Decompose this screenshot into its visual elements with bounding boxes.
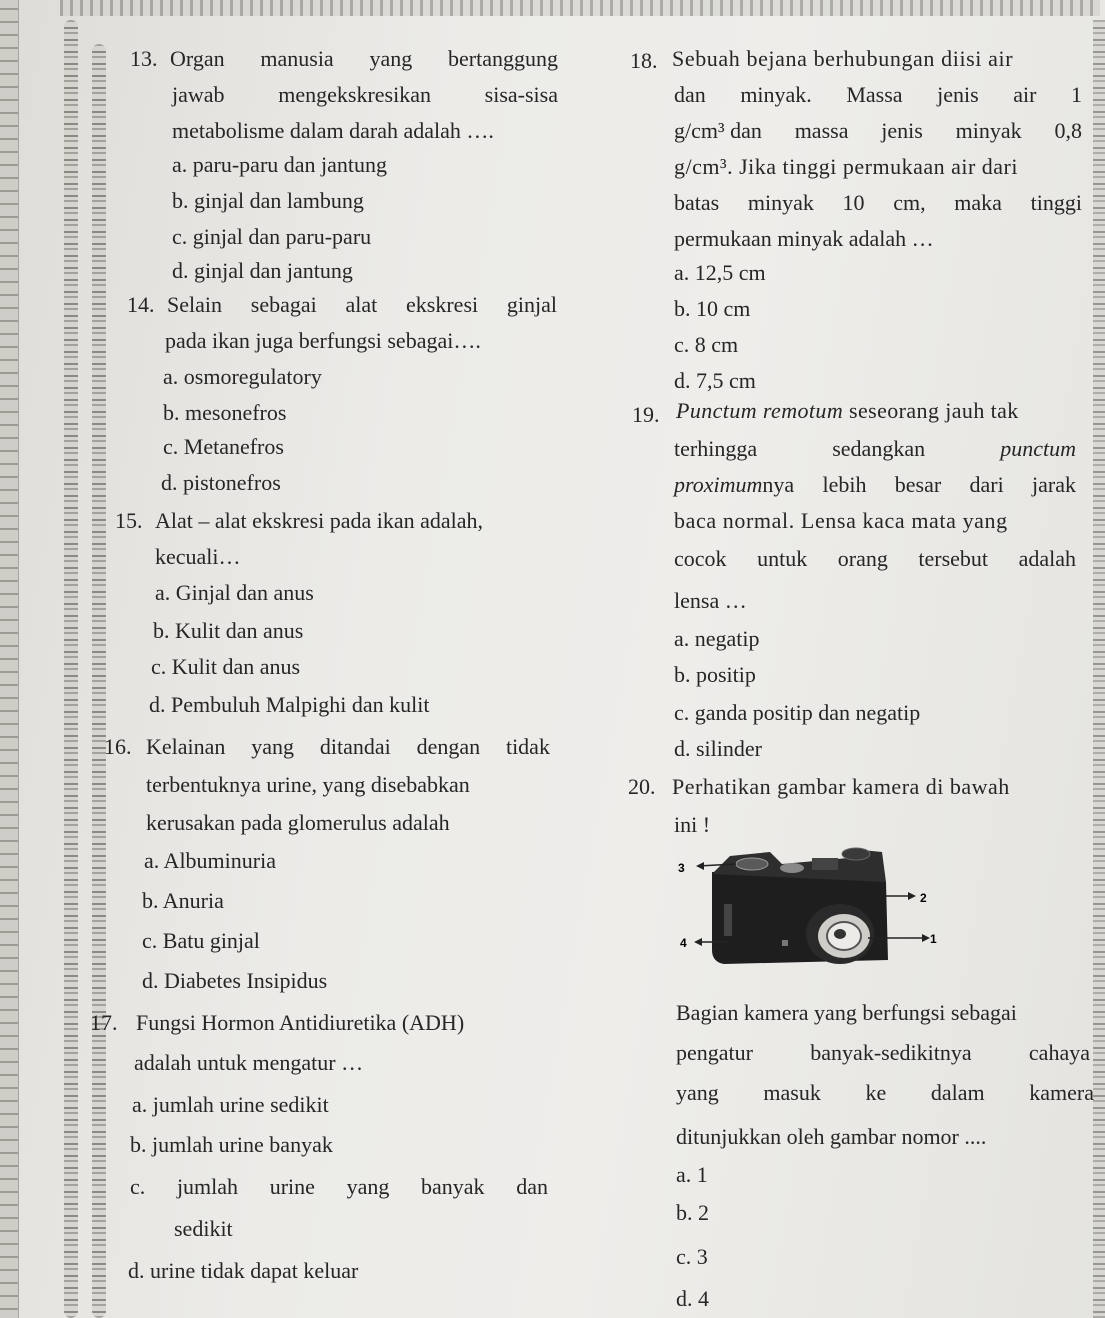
stem-word: orang xyxy=(837,546,888,571)
answer-option-b[interactable]: b. Kulit dan anus xyxy=(153,618,304,643)
question-number: 14. xyxy=(127,292,155,317)
answer-option-d[interactable]: d. Diabetes Insipidus xyxy=(142,968,328,993)
question-stem-line: terbentuknya urine, yang disebabkan xyxy=(146,772,470,797)
question-stem-line xyxy=(674,436,1076,462)
stem-word: minyak xyxy=(747,190,814,215)
stem-word: cahaya xyxy=(1028,1040,1090,1065)
question-stem-line: kerusakan pada glomerulus adalah xyxy=(146,810,450,835)
stem-word: jarak xyxy=(1031,472,1076,497)
question-stem-line: Punctum remotum seseorang jauh tak xyxy=(676,398,1019,423)
answer-option-a[interactable]: a. Albuminuria xyxy=(144,848,276,873)
decorative-rope-border xyxy=(64,20,78,1318)
stem-word: ditandai xyxy=(319,734,391,759)
question-stem-line: baca normal. Lensa kaca mata yang xyxy=(674,508,1008,533)
option-word: jumlah xyxy=(176,1174,239,1199)
camera-label-1: 1 xyxy=(930,932,937,946)
stem-word: Organ xyxy=(170,46,225,71)
answer-option-d[interactable]: d. silinder xyxy=(674,736,762,761)
answer-option-c[interactable]: c. Kulit dan anus xyxy=(151,654,301,679)
stem-word: batas xyxy=(674,190,720,215)
stem-word: besar xyxy=(894,472,942,497)
stem-word: pengatur xyxy=(676,1040,753,1065)
question-stem-line xyxy=(674,190,1082,216)
stem-word: dengan xyxy=(416,734,481,759)
answer-option-c[interactable]: c. ginjal dan paru-paru xyxy=(172,224,372,249)
page-binding xyxy=(0,0,19,1318)
question-stem-line: Bagian kamera yang berfungsi sebagai xyxy=(676,1000,1017,1025)
stem-word: masuk xyxy=(763,1080,821,1105)
question-number: 18. xyxy=(630,48,658,73)
answer-option-b[interactable]: b. positip xyxy=(674,662,756,687)
question-stem-line xyxy=(170,46,558,72)
stem-word: yang xyxy=(369,46,413,71)
stem-word: massa xyxy=(794,118,849,143)
answer-option-d[interactable]: d. 4 xyxy=(676,1286,709,1311)
question-stem-line: Fungsi Hormon Antidiuretika (ADH) xyxy=(136,1010,465,1035)
question-number: 19. xyxy=(632,402,660,427)
camera-label-4: 4 xyxy=(680,936,687,950)
answer-option-a[interactable]: a. negatip xyxy=(674,626,760,651)
decorative-rope-border-inner xyxy=(92,44,106,1318)
stem-word: tidak xyxy=(505,734,550,759)
question-number: 13. xyxy=(130,46,158,71)
question-stem-line xyxy=(674,472,1076,498)
decorative-rope-border-right xyxy=(1093,20,1105,1318)
stem-word: manusia xyxy=(260,46,334,71)
stem-word: sedangkan xyxy=(832,436,926,461)
stem-word: bertanggung xyxy=(448,46,558,71)
question-stem-line: adalah untuk mengatur … xyxy=(134,1050,364,1075)
stem-word: g/cm³ dan xyxy=(674,118,762,143)
stem-word: lebih xyxy=(822,472,867,497)
answer-option-d[interactable]: d. pistonefros xyxy=(161,470,281,495)
question-stem-line: Alat – alat ekskresi pada ikan adalah, xyxy=(155,508,484,533)
stem-word: minyak. xyxy=(740,82,812,107)
question-number: 15. xyxy=(115,508,143,533)
question-stem-line xyxy=(674,82,1082,108)
answer-option-a[interactable]: a. Ginjal dan anus xyxy=(155,580,314,605)
term-italic: Punctum remotum xyxy=(676,398,844,423)
stem-word: tinggi xyxy=(1030,190,1082,215)
answer-option-d[interactable]: d. urine tidak dapat keluar xyxy=(128,1258,359,1283)
question-stem-line xyxy=(674,546,1076,572)
stem-word: Selain xyxy=(167,292,222,317)
stem-word: jenis xyxy=(881,118,923,143)
stem-word: adalah xyxy=(1018,546,1076,571)
answer-option-a[interactable]: a. 12,5 cm xyxy=(674,260,766,285)
question-stem-line: lensa … xyxy=(674,588,747,613)
stem-word: air xyxy=(1013,82,1037,107)
stem-word: yang xyxy=(251,734,295,759)
stem-word: sebagai xyxy=(250,292,317,317)
answer-option-c[interactable] xyxy=(130,1174,548,1200)
question-stem-line xyxy=(172,82,558,108)
option-word: urine xyxy=(269,1174,315,1199)
question-number: 17. xyxy=(90,1010,118,1035)
stem-word: maka xyxy=(954,190,1002,215)
answer-option-a[interactable]: a. jumlah urine sedikit xyxy=(132,1092,329,1117)
stem-word: Massa xyxy=(846,82,903,107)
question-stem-line xyxy=(676,1080,1094,1106)
answer-option-d[interactable]: d. Pembuluh Malpighi dan kulit xyxy=(149,692,430,717)
answer-option-d[interactable]: d. 7,5 cm xyxy=(674,368,756,393)
term-italic: punctum xyxy=(1000,436,1076,461)
answer-option-c[interactable]: c. Batu ginjal xyxy=(142,928,260,953)
stem-word: untuk xyxy=(757,546,808,571)
camera-illustration xyxy=(672,842,942,982)
question-stem-line xyxy=(676,1040,1090,1066)
question-stem-line xyxy=(674,118,1082,144)
answer-option-c[interactable]: c. ganda positip dan negatip xyxy=(674,700,921,725)
stem-word: jawab xyxy=(172,82,225,107)
stem-word: 1 xyxy=(1070,82,1082,107)
answer-option-b[interactable]: b. ginjal dan lambung xyxy=(172,188,364,213)
answer-option-a[interactable]: a. paru-paru dan jantung xyxy=(172,152,388,177)
stem-word: kamera xyxy=(1029,1080,1094,1105)
camera-label-2: 2 xyxy=(920,891,927,905)
stem-word: ginjal xyxy=(506,292,557,317)
answer-option-c[interactable]: c. Metanefros xyxy=(163,434,284,459)
answer-option-c[interactable]: c. 3 xyxy=(676,1244,708,1269)
stem-word: minyak xyxy=(955,118,1022,143)
answer-option-d[interactable]: d. ginjal dan jantung xyxy=(172,258,353,283)
answer-option-c[interactable]: c. 8 cm xyxy=(674,332,739,357)
question-stem-line: metabolisme dalam darah adalah …. xyxy=(172,118,494,143)
stem-word: alat xyxy=(345,292,378,317)
stem-word: mengekskresikan xyxy=(278,82,431,107)
stem-word: dari xyxy=(969,472,1004,497)
question-stem-line: ini ! xyxy=(674,812,711,837)
option-word: dan xyxy=(516,1174,548,1199)
question-stem-line: g/cm³. Jika tinggi permukaan air dari xyxy=(674,154,1018,179)
answer-option-b[interactable]: b. mesonefros xyxy=(163,400,287,425)
question-stem-line: permukaan minyak adalah … xyxy=(674,226,934,251)
stem-word: banyak-sedikitnya xyxy=(810,1040,972,1065)
stem-word: cocok xyxy=(674,546,727,571)
answer-option-b[interactable]: b. jumlah urine banyak xyxy=(130,1132,333,1157)
answer-option-b[interactable]: b. 2 xyxy=(676,1200,709,1225)
stem-word: dalam xyxy=(930,1080,985,1105)
stem-word: cm, xyxy=(893,190,926,215)
stem-word: tersebut xyxy=(918,546,989,571)
option-word: c. xyxy=(130,1174,146,1199)
stem-word: Kelainan xyxy=(146,734,226,759)
option-word: yang xyxy=(346,1174,390,1199)
stem-word: jenis xyxy=(937,82,979,107)
answer-option-b[interactable]: b. Anuria xyxy=(142,888,224,913)
question-stem-line: pada ikan juga berfungsi sebagai…. xyxy=(165,328,481,353)
question-stem-line xyxy=(146,734,550,760)
answer-option-a[interactable]: a. 1 xyxy=(676,1162,708,1187)
stem-word: proximumnya xyxy=(674,472,795,497)
question-stem-line: Sebuah bejana berhubungan diisi air xyxy=(672,46,1014,71)
decorative-top-border xyxy=(60,0,1100,16)
question-number: 16. xyxy=(104,734,132,759)
answer-option-b[interactable]: b. 10 cm xyxy=(674,296,751,321)
question-stem-line: Perhatikan gambar kamera di bawah xyxy=(672,774,1010,799)
camera-label-3: 3 xyxy=(678,861,685,875)
stem-word: sisa-sisa xyxy=(484,82,558,107)
question-number: 20. xyxy=(628,774,656,799)
question-stem-line: kecuali… xyxy=(155,544,241,569)
stem-word: dan xyxy=(674,82,706,107)
option-word: banyak xyxy=(421,1174,485,1199)
stem-word: yang xyxy=(676,1080,719,1105)
question-stem-line: ditunjukkan oleh gambar nomor .... xyxy=(676,1124,987,1149)
stem-word: 0,8 xyxy=(1054,118,1082,143)
question-stem-line xyxy=(167,292,557,318)
stem-word: terhingga xyxy=(674,436,758,461)
stem-word: 10 xyxy=(842,190,865,215)
answer-option-c-continuation: sedikit xyxy=(174,1216,233,1241)
stem-word: ekskresi xyxy=(406,292,479,317)
stem-word: ke xyxy=(865,1080,887,1105)
answer-option-a[interactable]: a. osmoregulatory xyxy=(163,364,322,389)
